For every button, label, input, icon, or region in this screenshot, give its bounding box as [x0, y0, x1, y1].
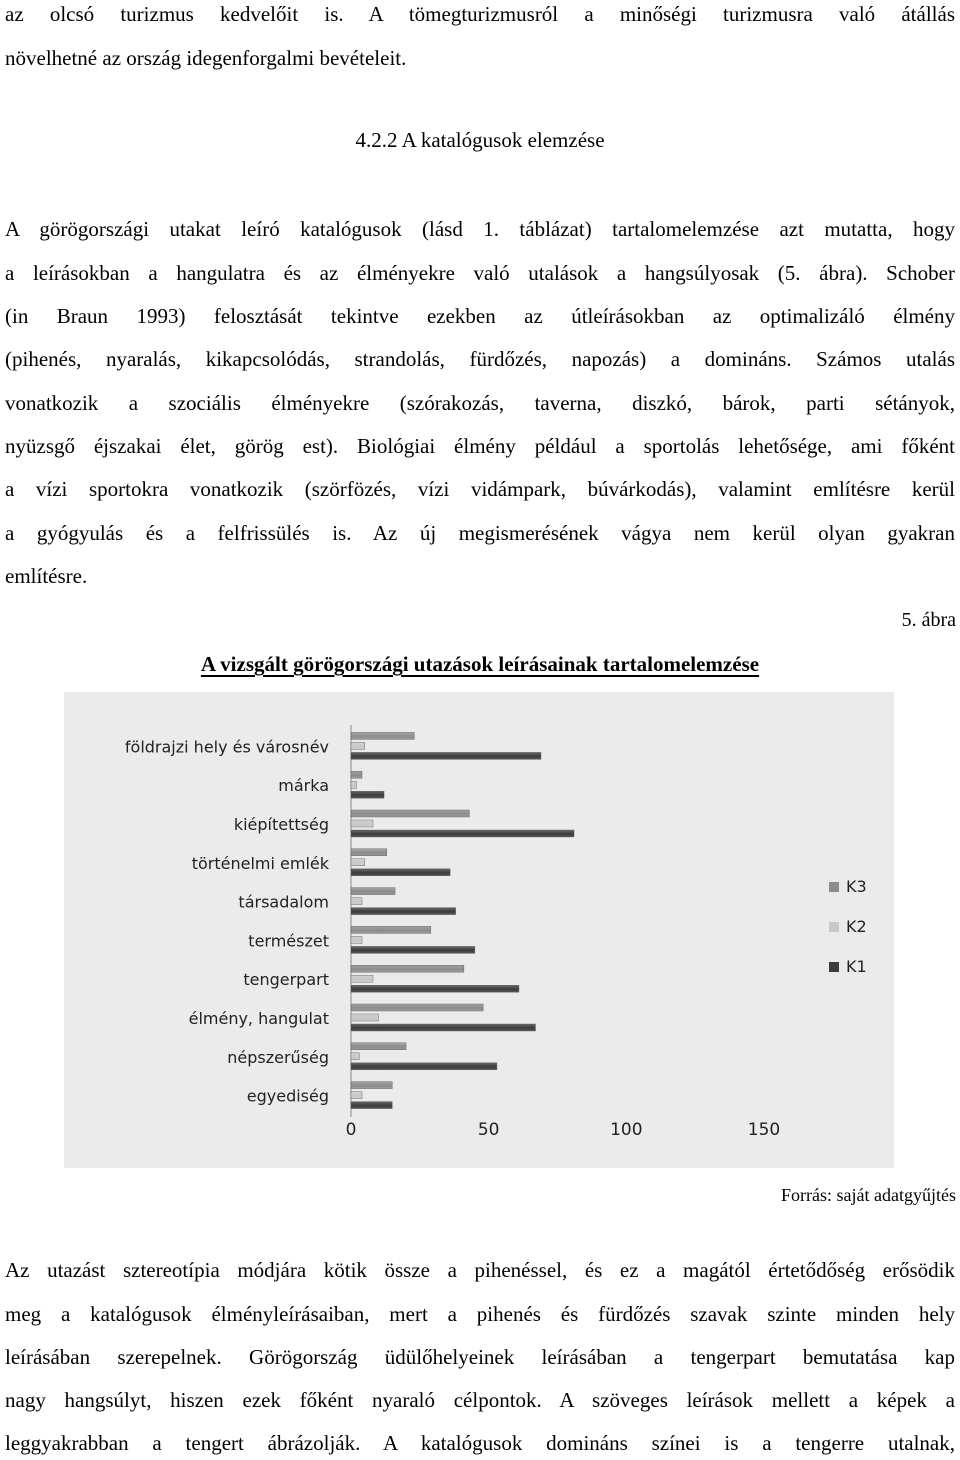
- bar-k2: [351, 1053, 359, 1060]
- bar-k2: [351, 820, 373, 827]
- x-tick-label: 100: [610, 1120, 643, 1140]
- category-label: egyediség: [246, 1086, 329, 1106]
- legend-swatch-k3: [829, 882, 839, 892]
- bar-k1: [351, 869, 450, 876]
- bar-k3: [351, 1004, 483, 1011]
- category-label: történelmi emlék: [191, 853, 329, 873]
- text-line: a leírásokban a hangulatra és az élményekre való utalások a hangsúlyosak (5. ábra). Schober: [5, 261, 955, 285]
- bar-k1: [351, 908, 456, 915]
- category-label: tengerpart: [243, 970, 329, 990]
- text-line: Az utazást sztereotípia módjára kötik össze a pihenéssel, és ez a magától értetődőség erősödik: [5, 1258, 955, 1282]
- bar-k3: [351, 849, 387, 856]
- x-tick-label: 150: [747, 1120, 781, 1140]
- text-line: vonatkozik a szociális élményekre (szórakozás, taverna, diszkó, bárok, parti sétányok,: [5, 391, 955, 415]
- text-line: a gyógyulás és a felfrissülés is. Az új megismerésének vágya nem kerül olyan gyakran: [5, 521, 955, 545]
- category-label: természet: [248, 931, 329, 951]
- text-line: a vízi sportokra vonatkozik (szörfözés, vízi vidámpark, búvárkodás), valamint említésre kerül: [5, 477, 955, 501]
- section-heading: 4.2.2 A katalógusok elemzése: [355, 128, 605, 152]
- figure-title: [0, 651, 960, 677]
- bar-chart: [64, 692, 894, 1168]
- bar-k1: [351, 830, 574, 837]
- bar-k2: [351, 1092, 362, 1099]
- bar-k3: [351, 732, 414, 739]
- text-line: (in Braun 1993) felosztását tekintve ezekben az útleírásokban az optimalizáló élmény: [5, 304, 955, 328]
- bar-k1: [351, 985, 519, 992]
- x-tick-label: 0: [345, 1120, 357, 1140]
- bar-k1: [351, 1102, 392, 1109]
- bar-k2: [351, 859, 365, 866]
- text-line: az olcsó turizmus kedvelőit is. A tömegturizmusról a minőségi turizmusra való átállás: [5, 2, 955, 26]
- text-line: említésre.: [5, 564, 88, 588]
- figure-source: Forrás: saját adatgyűjtés: [781, 1185, 956, 1205]
- legend-label-k2: K2: [846, 917, 867, 936]
- legend-swatch-k2: [829, 922, 839, 932]
- bar-k1: [351, 791, 384, 798]
- figure-number: 5. ábra: [901, 609, 956, 631]
- category-label: társadalom: [238, 892, 329, 912]
- category-label: márka: [278, 776, 329, 796]
- category-label: kiépítettség: [233, 815, 329, 834]
- legend-label-k3: K3: [846, 877, 867, 896]
- bar-k2: [351, 742, 365, 749]
- text-line: (pihenés, nyaralás, kikapcsolódás, strandolás, fürdőzés, napozás) a domináns. Számos utalás: [5, 347, 955, 371]
- text-line: nagy hangsúlyt, hiszen ezek főként nyaraló célpontok. A szöveges leírások mellett a képek a: [5, 1388, 955, 1412]
- bar-k1: [351, 1063, 497, 1070]
- text-line: növelhetné az ország idegenforgalmi bevételeit.: [5, 46, 407, 70]
- chart-canvas: [64, 692, 894, 1168]
- bar-k1: [351, 752, 541, 759]
- bar-k2: [351, 898, 362, 905]
- bar-k3: [351, 1043, 406, 1050]
- bar-k3: [351, 926, 431, 933]
- text-line: meg a katalógusok élményleírásaiban, mert a pihenés és fürdőzés szavak szinte minden hely: [5, 1302, 955, 1326]
- text-line: nyüzsgő éjszakai élet, görög est). Biológiai élmény például a sportolás lehetősége, ami főként: [5, 434, 955, 458]
- bar-k2: [351, 1014, 379, 1021]
- text-line: leírásában szerepelnek. Görögország üdülőhelyeinek leírásában a tengerpart bemutatása kap: [5, 1345, 955, 1369]
- bar-k2: [351, 936, 362, 943]
- category-label: földrajzi hely és városnév: [124, 737, 329, 757]
- category-label: élmény, hangulat: [188, 1009, 329, 1028]
- bar-k3: [351, 888, 395, 895]
- bar-k2: [351, 781, 357, 788]
- legend-label-k1: K1: [846, 957, 867, 976]
- bar-k3: [351, 1082, 392, 1089]
- bar-k3: [351, 810, 469, 817]
- legend-swatch-k1: [829, 962, 839, 972]
- bar-k1: [351, 946, 475, 953]
- bar-k3: [351, 965, 464, 972]
- bar-k2: [351, 975, 373, 982]
- text-line: A görögországi utakat leíró katalógusok (lásd 1. táblázat) tartalomelemzése azt mutatta, hogy: [5, 217, 955, 241]
- bar-k3: [351, 771, 362, 778]
- category-label: népszerűség: [227, 1047, 329, 1067]
- figure-title-text: A vizsgált görögországi utazások leírásainak tartalomelemzése: [200, 652, 760, 676]
- x-tick-label: 50: [477, 1120, 500, 1140]
- text-line: leggyakrabban a tengert ábrázolják. A katalógusok domináns színei is a tengerre utalnak,: [5, 1431, 955, 1455]
- bar-k1: [351, 1024, 535, 1031]
